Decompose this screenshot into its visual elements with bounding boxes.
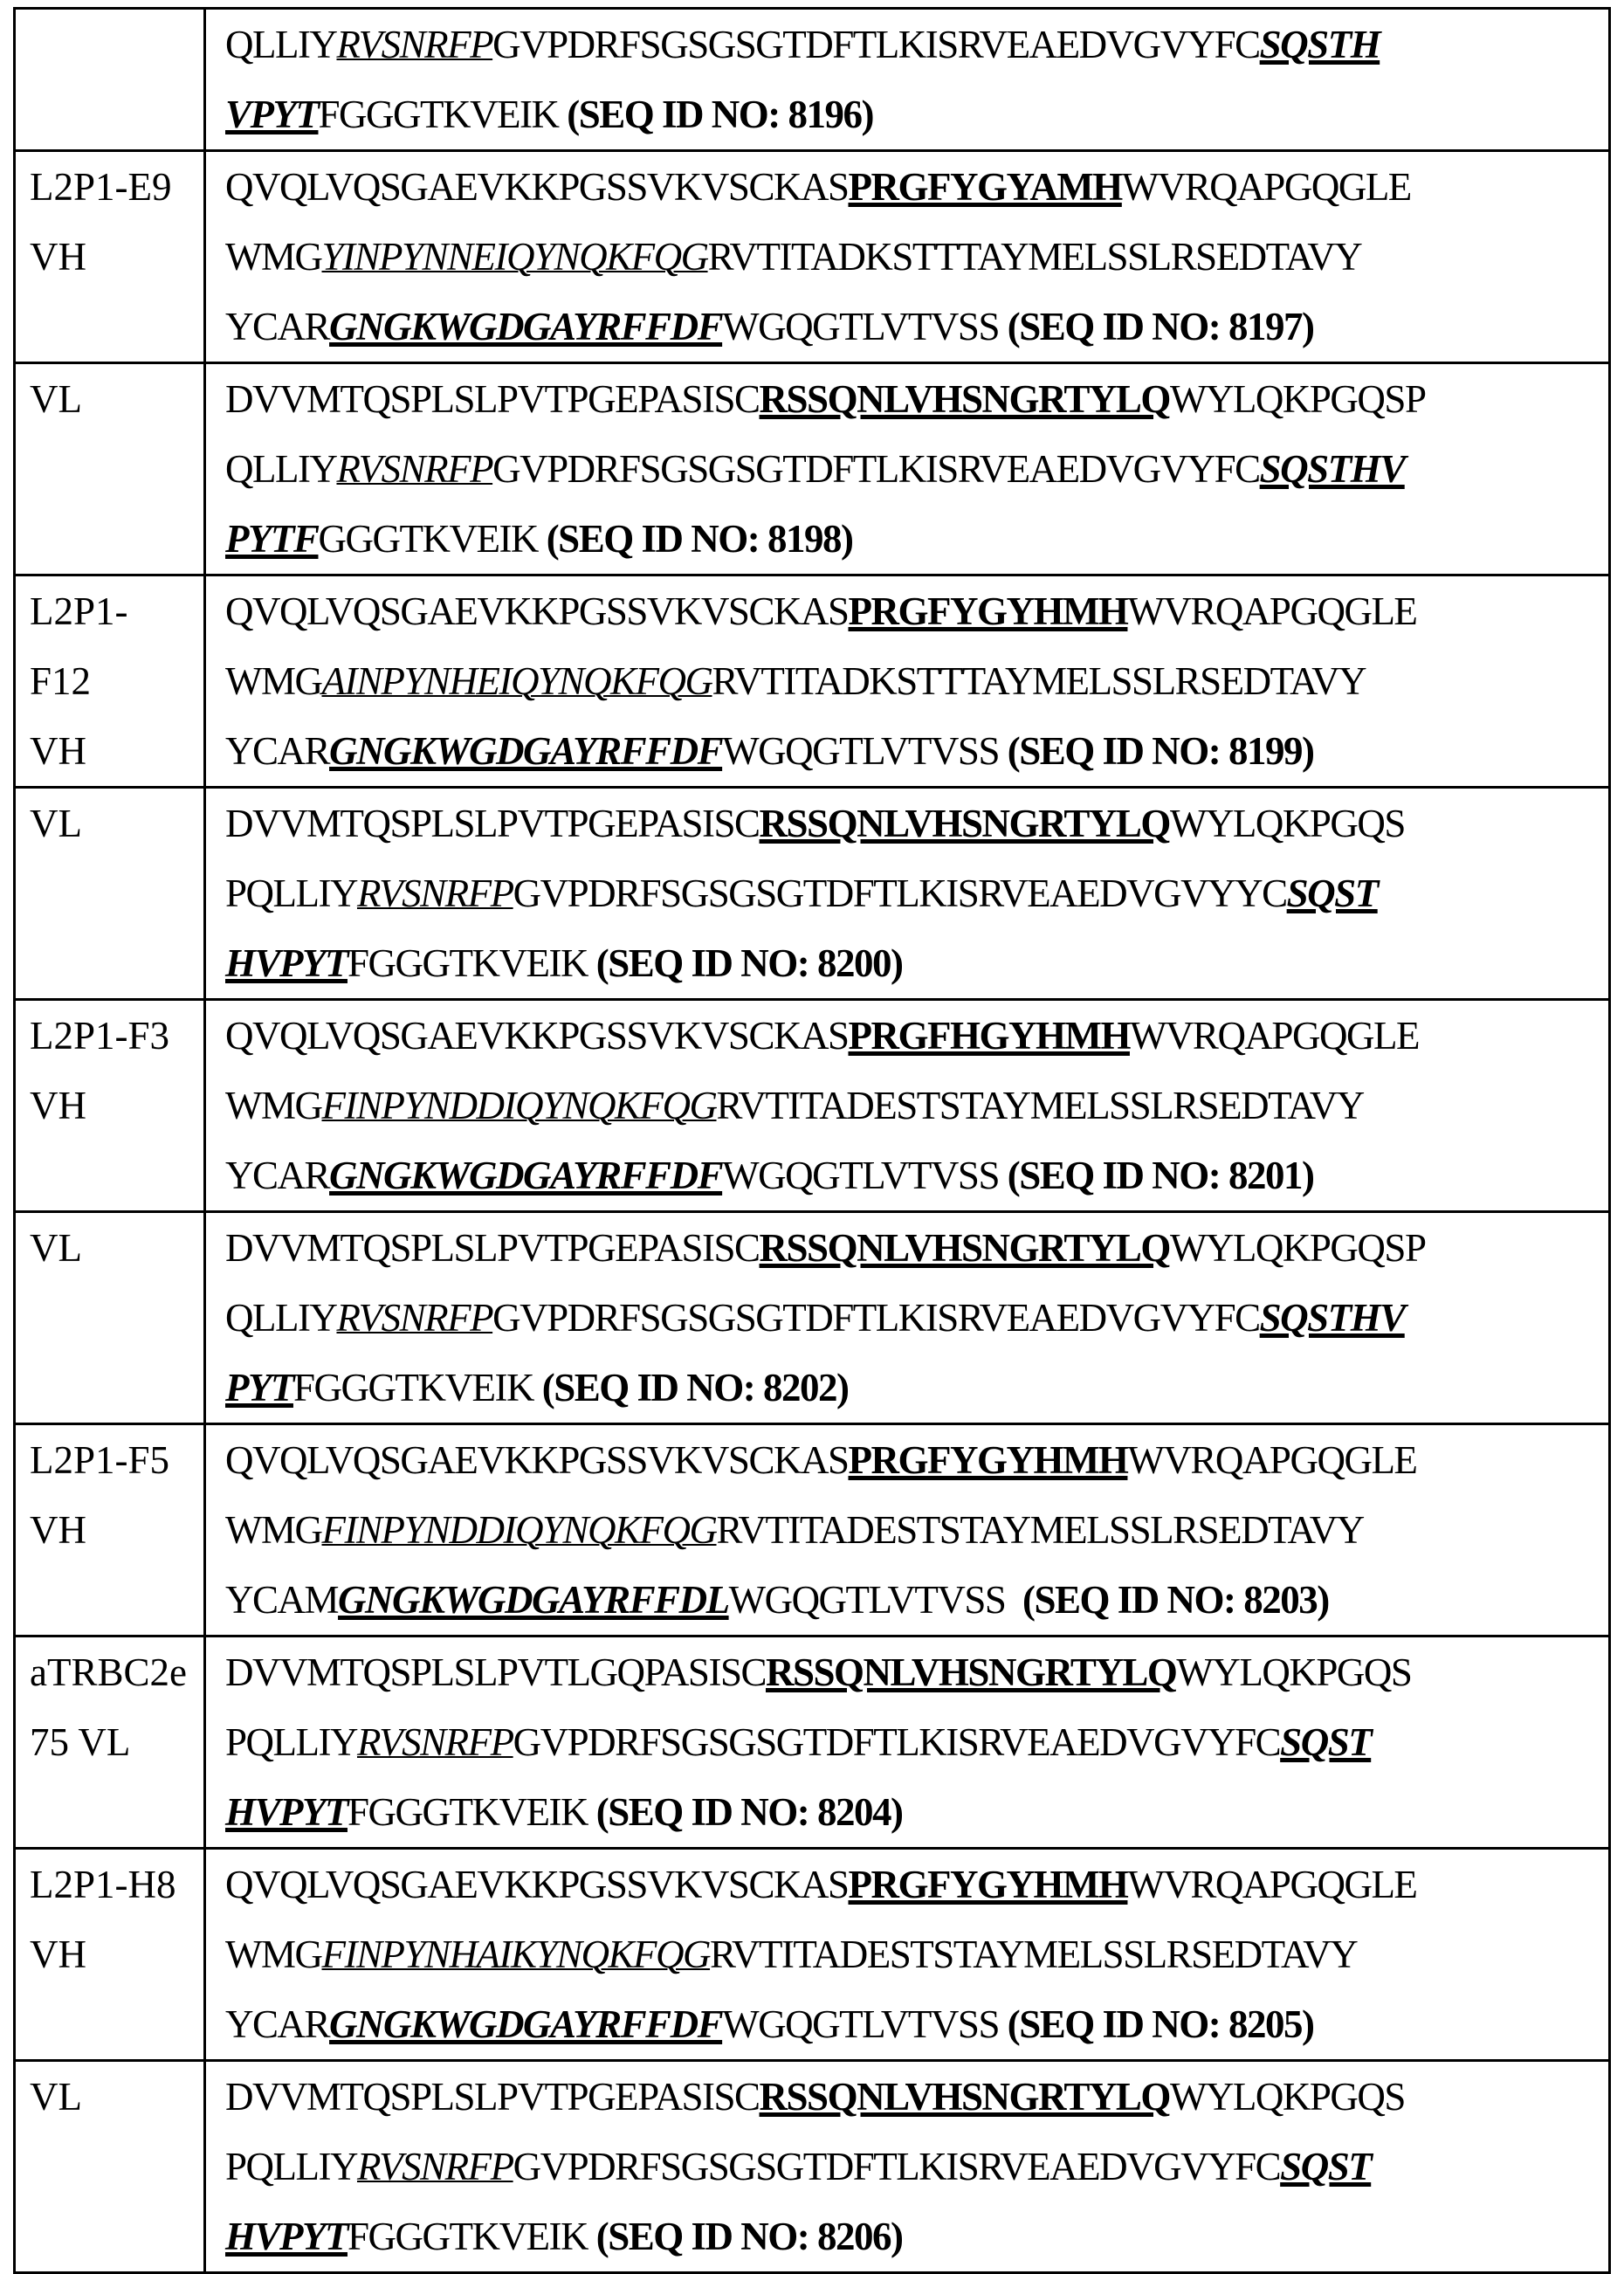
sequence-line <box>225 928 1608 998</box>
sequence-segment: RVTITADESTSTAYMELSSLRSEDTAVY <box>717 1508 1364 1552</box>
sequence-segment: DVVMTQSPLSLPVTPGEPASISC <box>225 2075 760 2119</box>
antibody-name: L2P1-F3 <box>30 1001 203 1071</box>
antibody-name: L2P1- <box>30 576 203 646</box>
antibody-name: VL <box>30 2062 203 2132</box>
sequence-line <box>225 504 1608 574</box>
sequence-line <box>225 292 1608 362</box>
seq-id-label: (SEQ ID NO: 8206) <box>596 2215 903 2258</box>
table-row <box>15 9 1610 151</box>
antibody-name-cell <box>15 1212 205 1424</box>
sequence-cell <box>205 9 1610 151</box>
sequence-line <box>225 1565 1608 1635</box>
sequence-cell <box>205 788 1610 1000</box>
cdr-bold-italic-segment: HVPYT <box>225 2215 348 2258</box>
sequence-line <box>225 2132 1608 2202</box>
cdr-italic-segment: RVSNRFP <box>336 23 492 66</box>
sequence-segment: WMG <box>225 659 321 703</box>
sequence-segment: WGQGTLVTVSS <box>722 729 1008 773</box>
antibody-name-cell <box>15 1424 205 1637</box>
sequence-segment: WVRQAPGQGLE <box>1127 589 1416 633</box>
sequence-segment: YCAR <box>225 1154 329 1197</box>
sequence-segment: RVTITADKSTTTAYMELSSLRSEDTAVY <box>708 235 1362 279</box>
sequence-segment: PQLLIY <box>225 2145 357 2188</box>
sequence-segment: WGQGTLVTVSS <box>722 2002 1008 2046</box>
sequence-segment: GVPDRFSGSGSGTDFTLKISRVEAEDVGVYFC <box>492 447 1260 491</box>
sequence-segment: DVVMTQSPLSLPVTPGEPASISC <box>225 802 760 845</box>
sequence-line <box>225 1637 1608 1707</box>
sequence-segment: GVPDRFSGSGSGTDFTLKISRVEAEDVGVYFC <box>513 1720 1281 1764</box>
sequence-line <box>225 1850 1608 1919</box>
sequence-line <box>225 1213 1608 1283</box>
cdr-italic-segment: RVSNRFP <box>357 872 513 915</box>
sequence-line <box>225 1989 1608 2059</box>
cdr-bold-italic-segment: GNGKWGDGAYRFFDF <box>329 2002 722 2046</box>
cdr-italic-segment: RVSNRFP <box>357 2145 513 2188</box>
cdr-bold-italic-segment: HVPYT <box>225 941 348 985</box>
sequence-segment: YCAM <box>225 1578 338 1622</box>
seq-id-label: (SEQ ID NO: 8205) <box>1008 2002 1314 2046</box>
cdr-bold-segment: RSSQNLVHSNGRTYLQ <box>760 1226 1170 1270</box>
antibody-name: VH <box>30 1071 203 1140</box>
antibody-name-cell <box>15 2061 205 2273</box>
sequence-segment: WGQGTLVTVSS <box>729 1578 1022 1622</box>
cdr-bold-segment: PRGFHGYHMH <box>848 1014 1129 1058</box>
antibody-name: L2P1-F5 <box>30 1425 203 1495</box>
seq-id-label: (SEQ ID NO: 8202) <box>542 1366 849 1409</box>
sequence-segment: FGGGTKVEIK <box>348 2215 596 2258</box>
sequence-cell <box>205 1212 1610 1424</box>
sequence-line <box>225 1071 1608 1140</box>
sequence-segment: QVQLVQSGAEVKKPGSSVKVSCKAS <box>225 589 848 633</box>
sequence-line <box>225 2202 1608 2271</box>
sequence-segment: WVRQAPGQGLE <box>1130 1014 1419 1058</box>
sequence-segment: WYLQKPGQS <box>1170 2075 1405 2119</box>
sequence-cell <box>205 1424 1610 1637</box>
sequence-line <box>225 576 1608 646</box>
table-row <box>15 1849 1610 2061</box>
sequence-line <box>225 789 1608 858</box>
sequence-segment: WMG <box>225 235 321 279</box>
cdr-bold-italic-segment: GNGKWGDGAYRFFDF <box>329 305 722 348</box>
cdr-bold-segment: PRGFYGYAMH <box>848 165 1121 209</box>
cdr-bold-italic-segment: HVPYT <box>225 1790 348 1834</box>
sequence-segment: WGQGTLVTVSS <box>722 305 1008 348</box>
table-row <box>15 151 1610 363</box>
sequence-cell <box>205 1000 1610 1212</box>
cdr-italic-segment: FINPYNHAIKYNQKFQG <box>321 1933 710 1976</box>
antibody-name: F12 <box>30 646 203 716</box>
antibody-name: VL <box>30 364 203 434</box>
sequence-line <box>225 1425 1608 1495</box>
sequence-segment: FGGGTKVEIK <box>293 1366 542 1409</box>
antibody-name: VL <box>30 1213 203 1283</box>
seq-id-label: (SEQ ID NO: 8198) <box>547 517 853 561</box>
sequence-segment: WYLQKPGQSP <box>1170 1226 1426 1270</box>
sequence-segment: QVQLVQSGAEVKKPGSSVKVSCKAS <box>225 1438 848 1482</box>
sequence-segment: WGQGTLVTVSS <box>722 1154 1008 1197</box>
sequence-segment: RVTITADESTSTAYMELSSLRSEDTAVY <box>717 1084 1364 1127</box>
antibody-name: L2P1-E9 <box>30 152 203 222</box>
antibody-name: VH <box>30 222 203 292</box>
sequence-segment: FGGGTKVEIK <box>348 1790 596 1834</box>
sequence-line <box>225 152 1608 222</box>
sequence-segment: PQLLIY <box>225 1720 357 1764</box>
sequence-line <box>225 434 1608 504</box>
table-row <box>15 363 1610 575</box>
table-row <box>15 2061 1610 2273</box>
antibody-name-cell <box>15 1637 205 1849</box>
sequence-segment: QVQLVQSGAEVKKPGSSVKVSCKAS <box>225 1863 848 1906</box>
sequence-cell <box>205 151 1610 363</box>
sequence-line <box>225 1495 1608 1565</box>
sequence-segment: YCAR <box>225 2002 329 2046</box>
cdr-bold-italic-segment: VPYT <box>225 93 318 136</box>
seq-id-label: (SEQ ID NO: 8201) <box>1008 1154 1314 1197</box>
sequence-cell <box>205 2061 1610 2273</box>
sequence-segment: FGGGTKVEIK <box>318 93 567 136</box>
sequence-segment: WMG <box>225 1084 321 1127</box>
sequence-line <box>225 1707 1608 1777</box>
sequence-segment: WVRQAPGQGLE <box>1127 1438 1416 1482</box>
antibody-name-cell <box>15 151 205 363</box>
antibody-name-cell <box>15 788 205 1000</box>
cdr-bold-segment: PRGFYGYHMH <box>848 1863 1127 1906</box>
cdr-bold-italic-segment: SQSTHV <box>1260 1296 1405 1340</box>
sequence-segment: WYLQKPGQS <box>1176 1650 1411 1694</box>
sequence-segment: RVTITADKSTTTAYMELSSLRSEDTAVY <box>712 659 1366 703</box>
sequence-line <box>225 1353 1608 1423</box>
sequence-segment: YCAR <box>225 305 329 348</box>
sequence-line <box>225 79 1608 149</box>
sequence-segment: QVQLVQSGAEVKKPGSSVKVSCKAS <box>225 165 848 209</box>
seq-id-label: (SEQ ID NO: 8199) <box>1008 729 1314 773</box>
sequence-segment: DVVMTQSPLSLPVTPGEPASISC <box>225 377 760 421</box>
cdr-bold-italic-segment: SQSTH <box>1260 23 1380 66</box>
antibody-name-cell <box>15 9 205 151</box>
sequence-cell <box>205 1637 1610 1849</box>
antibody-name: VH <box>30 716 203 786</box>
cdr-bold-segment: RSSQNLVHSNGRTYLQ <box>760 2075 1170 2119</box>
sequence-table <box>13 7 1611 2274</box>
sequence-segment: GGGTKVEIK <box>318 517 546 561</box>
sequence-line <box>225 1001 1608 1071</box>
sequence-segment: YCAR <box>225 729 329 773</box>
sequence-cell <box>205 363 1610 575</box>
sequence-segment: DVVMTQSPLSLPVTPGEPASISC <box>225 1226 760 1270</box>
cdr-bold-italic-segment: SQST <box>1280 2145 1371 2188</box>
cdr-bold-italic-segment: SQST <box>1287 872 1378 915</box>
sequence-segment: GVPDRFSGSGSGTDFTLKISRVEAEDVGVYFC <box>513 2145 1281 2188</box>
sequence-line <box>225 1283 1608 1353</box>
sequence-segment: WVRQAPGQGLE <box>1127 1863 1416 1906</box>
antibody-name-cell <box>15 1000 205 1212</box>
cdr-italic-segment: RVSNRFP <box>357 1720 513 1764</box>
cdr-bold-segment: RSSQNLVHSNGRTYLQ <box>760 377 1170 421</box>
seq-id-label: (SEQ ID NO: 8200) <box>596 941 903 985</box>
antibody-name: VL <box>30 789 203 858</box>
sequence-line <box>225 716 1608 786</box>
antibody-name: aTRBC2e <box>30 1637 203 1707</box>
sequence-segment: GVPDRFSGSGSGTDFTLKISRVEAEDVGVYFC <box>492 1296 1260 1340</box>
antibody-name-cell <box>15 575 205 788</box>
cdr-italic-segment: YINPYNNEIQYNQKFQG <box>321 235 707 279</box>
sequence-line <box>225 858 1608 928</box>
antibody-name-cell <box>15 1849 205 2061</box>
cdr-bold-italic-segment: SQST <box>1280 1720 1371 1764</box>
sequence-segment: GVPDRFSGSGSGTDFTLKISRVEAEDVGVYYC <box>513 872 1287 915</box>
table-row <box>15 575 1610 788</box>
cdr-bold-segment: PRGFYGYHMH <box>848 1438 1127 1482</box>
sequence-line <box>225 1919 1608 1989</box>
cdr-bold-segment: RSSQNLVHSNGRTYLQ <box>760 802 1170 845</box>
seq-id-label: (SEQ ID NO: 8196) <box>567 93 873 136</box>
cdr-italic-segment: AINPYNHEIQYNQKFQG <box>321 659 712 703</box>
sequence-segment: QLLIY <box>225 447 336 491</box>
antibody-name: VH <box>30 1919 203 1989</box>
antibody-name: 75 VL <box>30 1707 203 1777</box>
sequence-segment: WVRQAPGQGLE <box>1122 165 1411 209</box>
table-row <box>15 1637 1610 1849</box>
table-row <box>15 788 1610 1000</box>
cdr-italic-segment: RVSNRFP <box>336 1296 492 1340</box>
sequence-segment: QLLIY <box>225 23 336 66</box>
sequence-segment: PQLLIY <box>225 872 357 915</box>
sequence-line <box>225 2062 1608 2132</box>
cdr-bold-segment: PRGFYGYHMH <box>848 589 1127 633</box>
sequence-line <box>225 364 1608 434</box>
sequence-line <box>225 10 1608 79</box>
sequence-line <box>225 222 1608 292</box>
cdr-bold-italic-segment: PYT <box>225 1366 293 1409</box>
sequence-segment: QVQLVQSGAEVKKPGSSVKVSCKAS <box>225 1014 848 1058</box>
cdr-bold-italic-segment: GNGKWGDGAYRFFDL <box>338 1578 729 1622</box>
cdr-bold-italic-segment: GNGKWGDGAYRFFDF <box>329 729 722 773</box>
sequence-segment: DVVMTQSPLSLPVTLGQPASISC <box>225 1650 766 1694</box>
antibody-name-cell <box>15 363 205 575</box>
table-row <box>15 1212 1610 1424</box>
sequence-segment: RVTITADESTSTAYMELSSLRSEDTAVY <box>710 1933 1357 1976</box>
sequence-segment: WYLQKPGQSP <box>1170 377 1426 421</box>
sequence-segment: WMG <box>225 1933 321 1976</box>
table-row <box>15 1424 1610 1637</box>
cdr-bold-italic-segment: PYTF <box>225 517 318 561</box>
cdr-italic-segment: FINPYNDDIQYNQKFQG <box>321 1084 716 1127</box>
cdr-bold-segment: RSSQNLVHSNGRTYLQ <box>766 1650 1176 1694</box>
sequence-line <box>225 1140 1608 1210</box>
sequence-segment: FGGGTKVEIK <box>348 941 596 985</box>
sequence-segment: WMG <box>225 1508 321 1552</box>
antibody-name: L2P1-H8 <box>30 1850 203 1919</box>
cdr-italic-segment: FINPYNDDIQYNQKFQG <box>321 1508 716 1552</box>
sequence-segment: QLLIY <box>225 1296 336 1340</box>
cdr-bold-italic-segment: GNGKWGDGAYRFFDF <box>329 1154 722 1197</box>
seq-id-label: (SEQ ID NO: 8197) <box>1008 305 1314 348</box>
sequence-cell <box>205 1849 1610 2061</box>
cdr-italic-segment: RVSNRFP <box>336 447 492 491</box>
sequence-line <box>225 1777 1608 1847</box>
sequence-line <box>225 646 1608 716</box>
cdr-bold-italic-segment: SQSTHV <box>1260 447 1405 491</box>
sequence-segment: GVPDRFSGSGSGTDFTLKISRVEAEDVGVYFC <box>492 23 1260 66</box>
sequence-cell <box>205 575 1610 788</box>
seq-id-label: (SEQ ID NO: 8204) <box>596 1790 903 1834</box>
antibody-name: VH <box>30 1495 203 1565</box>
seq-id-label: (SEQ ID NO: 8203) <box>1022 1578 1329 1622</box>
table-row <box>15 1000 1610 1212</box>
sequence-segment: WYLQKPGQS <box>1170 802 1405 845</box>
